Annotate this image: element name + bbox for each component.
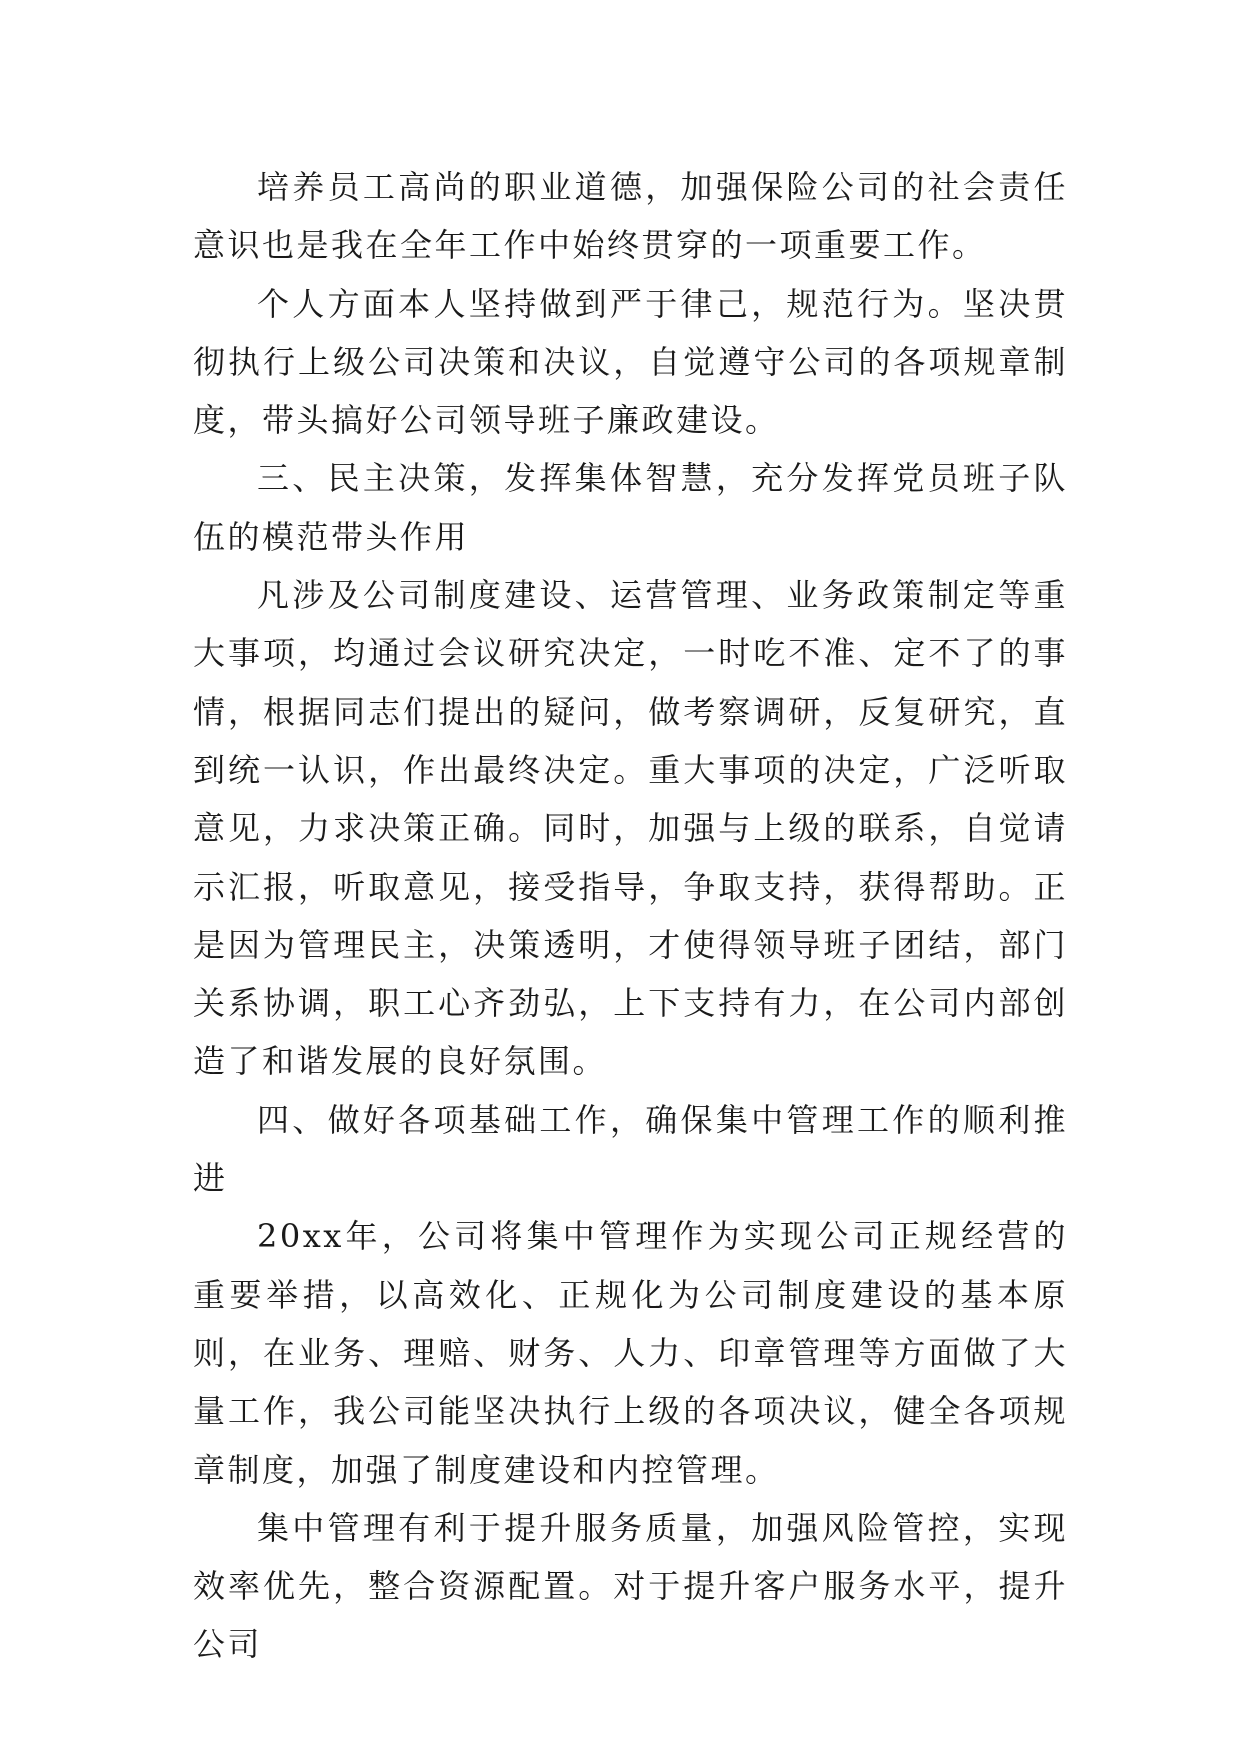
paragraph-service-quality: 集中管理有利于提升服务质量，加强风险管控，实现效率优先，整合资源配置。对于提升客户服务水平，提升公司	[193, 1508, 1068, 1664]
paragraph-personal-conduct: 个人方面本人坚持做到严于律己，规范行为。坚决贯彻执行上级公司决策和决议，自觉遵守公司的各项规章制度，带头搞好公司领导班子廉政建设。	[193, 284, 1068, 440]
paragraph-ethics: 培养员工高尚的职业道德，加强保险公司的社会责任意识也是我在全年工作中始终贯穿的一项重要工作。	[193, 168, 1068, 265]
paragraph-centralized-management: 20xx年，公司将集中管理作为实现公司正规经营的重要举措，以高效化、正规化为公司制度建设的基本原则，在业务、理赔、财务、人力、印章管理等方面做了大量工作，我公司能坚决执行上级的各项决议，健全各项规章制度，加强了制度建设和内控管理。	[193, 1217, 1068, 1489]
section-heading-three: 三、民主决策，发挥集体智慧，充分发挥党员班子队伍的模范带头作用	[193, 459, 1068, 556]
section-heading-four: 四、做好各项基础工作，确保集中管理工作的顺利推进	[193, 1100, 1068, 1198]
paragraph-decision-making: 凡涉及公司制度建设、运营管理、业务政策制定等重大事项，均通过会议研究决定，一时吃不准、定不了的事情，根据同志们提出的疑问，做考察调研，反复研究，直到统一认识，作出最终决定。重大事项的决定，广泛听取意见，力求决策正确。同时，加强与上级的联系，自觉请示汇报，听取意见，接受指导，争取支持，获得帮助。正是因为管理民主，决策透明，才使得领导班子团结，部门关系协调，职工心齐劲弘，上下支持有力，在公司内部创造了和谐发展的良好氛围。	[193, 576, 1068, 1081]
document-body	[193, 158, 1068, 1674]
